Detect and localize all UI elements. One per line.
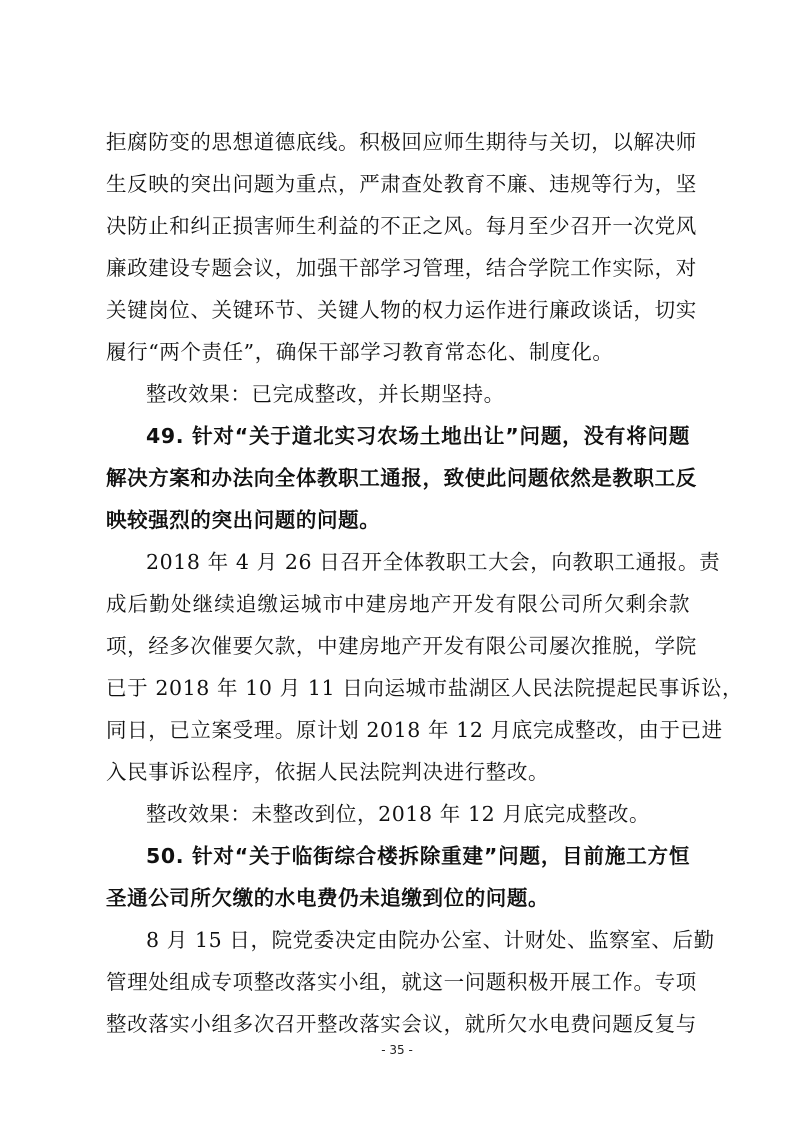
paragraph-line: 同日，已立案受理。原计划 2018 年 12 月底完成整改，由于已进 [106,718,723,742]
paragraph-line: 拒腐防变的思想道德底线。积极回应师生期待与关切，以解决师 [106,130,697,154]
item-heading-50: 圣通公司所欠缴的水电费仍未追缴到位的问题。 [106,886,550,910]
paragraph-line: 廉政建设专题会议，加强干部学习管理，结合学院工作实际，对 [106,256,697,280]
paragraph-line: 整改落实小组多次召开整改落实会议，就所欠水电费问题反复与 [106,1012,697,1036]
rectification-effect: 整改效果：已完成整改，并长期坚持。 [146,382,505,406]
item-heading-49: 映较强烈的突出问题的问题。 [106,508,381,532]
item-heading-50: 50. 针对“关于临街综合楼拆除重建”问题，目前施工方恒 [146,844,690,868]
paragraph-line: 2018 年 4 月 26 日召开全体教职工大会，向教职工通报。责 [146,550,721,574]
paragraph-line: 8 月 15 日，院党委决定由院办公室、计财处、监察室、后勤 [146,928,715,952]
rectification-effect: 整改效果：未整改到位，2018 年 12 月底完成整改。 [146,802,651,826]
paragraph-line: 管理处组成专项整改落实小组，就这一问题积极开展工作。专项 [106,970,697,994]
item-heading-49: 49. 针对“关于道北实习农场土地出让”问题，没有将问题 [146,424,690,448]
page-number: - 35 - [381,1043,413,1057]
paragraph-line: 已于 2018 年 10 月 11 日向运城市盐湖区人民法院提起民事诉讼， [106,676,744,700]
paragraph-line: 成后勤处继续追缴运城市中建房地产开发有限公司所欠剩余款 [106,592,690,616]
paragraph-line: 入民事诉讼程序，依据人民法院判决进行整改。 [106,760,550,784]
paragraph-line: 项，经多次催要欠款，中建房地产开发有限公司屡次推脱，学院 [106,634,697,658]
paragraph-line: 生反映的突出问题为重点，严肃查处教育不廉、违规等行为，坚 [106,172,697,196]
paragraph-line: 履行“两个责任”，确保干部学习教育常态化、制度化。 [106,340,614,364]
paragraph-line: 决防止和纠正损害师生利益的不正之风。每月至少召开一次党风 [106,214,697,238]
paragraph-line: 关键岗位、关键环节、关键人物的权力运作进行廉政谈话，切实 [106,298,697,322]
item-heading-49: 解决方案和办法向全体教职工通报，致使此问题依然是教职工反 [106,466,697,490]
